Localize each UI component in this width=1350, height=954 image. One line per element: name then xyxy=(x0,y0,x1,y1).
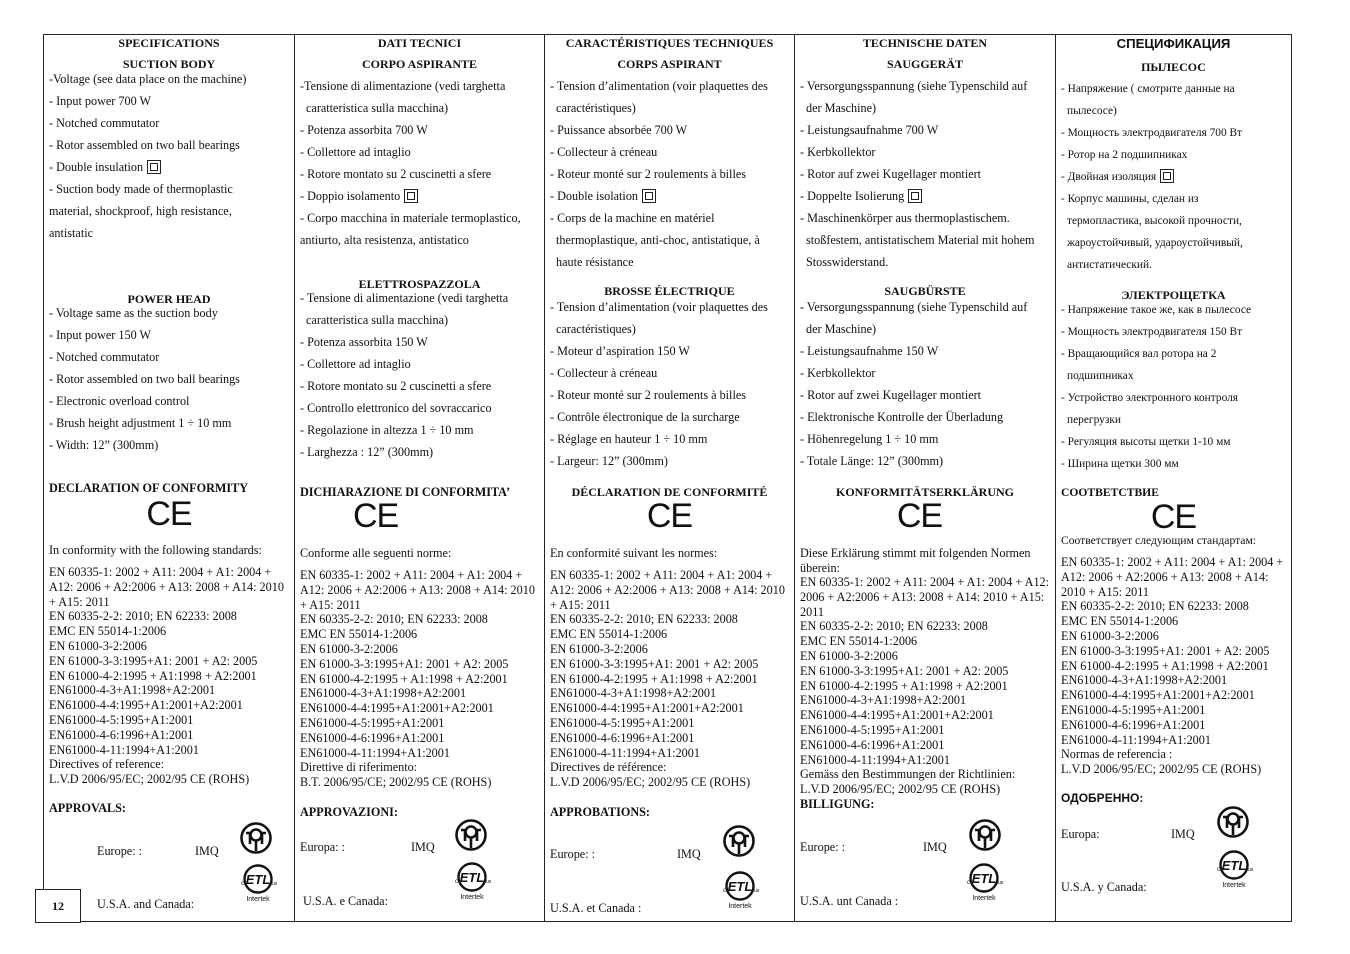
spec-line: -Tensione di alimentazione (vedi targhetta xyxy=(300,79,506,93)
ce-mark-icon: CE xyxy=(353,497,399,535)
spec-line: антистатический. xyxy=(1067,259,1152,271)
standard-line: Normas de referencia : xyxy=(1061,747,1173,762)
imq-label: IMQ xyxy=(1171,827,1195,841)
suction-body-title: ПЫЛЕСОС xyxy=(1141,60,1206,74)
standard-line: L.V.D 2006/95/EC; 2002/95 CE (ROHS) xyxy=(49,772,250,787)
standard-line: EN 61000-3-3:1995+A1: 2001 + A2: 2005 xyxy=(49,653,258,668)
spec-line: пылесосе) xyxy=(1067,105,1117,117)
standards-list xyxy=(300,568,539,790)
spec-line: - Brush height adjustment 1 ÷ 10 mm xyxy=(49,416,232,430)
spec-line: - Ротор на 2 подшипниках xyxy=(1061,149,1188,161)
standard-line: EN 60335-2-2: 2010; EN 62233: 2008 xyxy=(550,612,738,627)
usa-canada-label: U.S.A. e Canada: xyxy=(303,894,388,908)
declaration-title: KONFORMITÄTSERKLÄRUNG xyxy=(835,485,1014,499)
standard-line: EN61000-4-5:1995+A1:2001 xyxy=(49,712,194,727)
spec-line: caratteristica sulla macchina) xyxy=(306,101,449,115)
standard-line: Directives of reference: xyxy=(49,757,165,772)
standard-line: EMC EN 55014-1:2006 xyxy=(1061,614,1179,629)
double-insulation-icon xyxy=(147,160,161,174)
spec-line: - Kerbkollektor xyxy=(800,366,876,380)
svg-text:us: us xyxy=(998,880,1004,886)
europe-label: Europa: : xyxy=(300,840,346,854)
spec-line: caractéristiques) xyxy=(556,322,636,336)
standard-line: EN61000-4-6:1996+A1:2001 xyxy=(300,730,445,745)
europe-label: Europe: : xyxy=(550,847,596,861)
suction-body-title: CORPS ASPIRANT xyxy=(617,57,722,71)
svg-text:us: us xyxy=(1248,867,1254,873)
svg-text:ETL: ETL xyxy=(1221,858,1247,873)
suction-body-title: SUCTION BODY xyxy=(122,57,216,71)
spec-line: - Collettore ad intaglio xyxy=(300,145,411,159)
spec-line: - Collettore ad intaglio xyxy=(300,357,411,371)
power-head-title: BROSSE ÉLECTRIQUE xyxy=(604,284,735,298)
spec-line: - Suction body made of thermoplastic xyxy=(49,182,233,196)
declaration-title: DICHIARAZIONE DI CONFORMITA’ xyxy=(300,485,511,499)
spec-line: - Rotore montato su 2 cuscinetti a sfere xyxy=(300,167,492,181)
spec-line: - Regolazione in altezza 1 ÷ 10 mm xyxy=(300,423,474,437)
spec-line: - Leistungsaufnahme 150 W xyxy=(800,344,939,358)
approvals-title: BILLIGUNG: xyxy=(800,797,875,811)
spec-line: - Input power 150 W xyxy=(49,328,151,342)
standard-line: EN 60335-1: 2002 + A11: 2004 + A1: 2004 + A12: 2006 + A2:2006 + A13: 2008 + A14: 2010 + A15: 2011 xyxy=(300,568,535,612)
standard-line: EN 60335-2-2: 2010; EN 62233: 2008 xyxy=(1061,599,1249,614)
standard-line: EMC EN 55014-1:2006 xyxy=(49,624,167,639)
standard-line: B.T. 2006/95/CE; 2002/95 CE (ROHS) xyxy=(300,775,492,790)
column-italian xyxy=(294,35,544,921)
spec-line: - Tension d’alimentation (voir plaquettes des xyxy=(550,300,768,314)
spec-line: - Maschinenkörper aus thermoplastischem. xyxy=(800,211,1010,225)
standard-line: EMC EN 55014-1:2006 xyxy=(550,627,668,642)
spec-line: - Larghezza : 12” (300mm) xyxy=(300,445,434,459)
spec-line: der Maschine) xyxy=(806,101,877,115)
power-head-title: ЭЛЕКТРОЩЕТКА xyxy=(1121,288,1226,302)
spec-line: - Controllo elettronico del sovraccarico xyxy=(300,401,492,415)
standard-line: EN61000-4-5:1995+A1:2001 xyxy=(300,715,445,730)
suction-body-list xyxy=(300,75,539,251)
spec-line: thermoplastique, anti-choc, antistatique, à xyxy=(556,233,760,247)
standard-line: EN 61000-4-2:1995 + A1:1998 + A2:2001 xyxy=(49,668,257,683)
spec-line: - Puissance absorbée 700 W xyxy=(550,123,688,137)
double-insulation-icon xyxy=(1160,169,1174,183)
etl-logo-icon xyxy=(451,861,493,901)
standard-line: EN61000-4-11:1994+A1:2001 xyxy=(49,742,199,757)
standards-list xyxy=(1061,555,1286,777)
standard-line: Directives de référence: xyxy=(550,760,667,775)
standard-line: EN 61000-3-2:2006 xyxy=(49,638,147,653)
spec-line: - Versorgungsspannung (siehe Typenschild auf xyxy=(800,79,1028,93)
ce-mark-icon: CE xyxy=(896,497,943,535)
spec-line: - Electronic overload control xyxy=(49,394,190,408)
standard-line: EN61000-4-11:1994+A1:2001 xyxy=(300,745,450,760)
svg-text:us: us xyxy=(754,888,760,894)
europe-label: Europe: : xyxy=(800,840,846,854)
spec-line: - Двойная изоляция xyxy=(1061,166,1286,188)
column-english xyxy=(44,35,294,921)
svg-text:Intertek: Intertek xyxy=(728,903,752,910)
power-head-list xyxy=(550,296,789,472)
spec-line: haute résistance xyxy=(556,255,634,269)
imq-label: IMQ xyxy=(195,844,219,858)
spec-line: antistatic xyxy=(49,226,93,240)
suction-body-title: SAUGGERÄT xyxy=(886,57,963,71)
spec-line: - Tension d’alimentation (voir plaquettes des xyxy=(550,79,768,93)
etl-logo-icon xyxy=(719,870,761,910)
spec-line: Stosswiderstand. xyxy=(806,255,889,269)
standards-list xyxy=(800,575,1050,797)
spec-line: - Roteur monté sur 2 roulements à billes xyxy=(550,388,746,402)
spec-line: - Мощность электродвигателя 700 Вт xyxy=(1061,127,1243,139)
europe-label: Europe: : xyxy=(97,844,143,858)
conformity-text: In conformity with the following standards: xyxy=(49,543,262,557)
spec-line: - Moteur d’aspiration 150 W xyxy=(550,344,690,358)
spec-line: подшипниках xyxy=(1067,370,1134,382)
column-german xyxy=(794,35,1055,921)
power-head-list xyxy=(1061,299,1286,475)
imq-label: IMQ xyxy=(677,847,701,861)
standard-line: EN 60335-1: 2002 + A11: 2004 + A1: 2004 + A12: 2006 + A2:2006 + A13: 2008 + A14: 2010 + A15: 2011 xyxy=(1061,555,1284,599)
spec-line: - Voltage same as the suction body xyxy=(49,306,218,320)
spec-line: - Регуляция высоты щетки 1-10 мм xyxy=(1061,436,1231,448)
spec-line: - Corps de la machine en matériel xyxy=(550,211,715,225)
svg-text:c: c xyxy=(967,880,970,886)
standard-line: EN 60335-1: 2002 + A11: 2004 + A1: 2004 + A12: 2006 + A2:2006 + A13: 2008 + A14: 2010 + A15: 2011 xyxy=(800,575,1050,619)
usa-canada-label: U.S.A. and Canada: xyxy=(97,897,195,911)
standard-line: EN61000-4-11:1994+A1:2001 xyxy=(1061,732,1211,747)
spec-line: - Notched commutator xyxy=(49,116,160,130)
svg-text:us: us xyxy=(272,881,278,887)
spec-line: caratteristica sulla macchina) xyxy=(306,313,449,327)
standard-line: EN 61000-3-3:1995+A1: 2001 + A2: 2005 xyxy=(800,663,1009,678)
svg-text:ETL: ETL xyxy=(245,872,271,887)
standard-line: EN 60335-1: 2002 + A11: 2004 + A1: 2004 + A12: 2006 + A2:2006 + A13: 2008 + A14: 2010 + A15: 2011 xyxy=(550,568,785,612)
power-head-title: SAUGBÜRSTE xyxy=(884,284,966,298)
standard-line: EN61000-4-4:1995+A1:2001+A2:2001 xyxy=(1061,688,1255,703)
standard-line: EN61000-4-11:1994+A1:2001 xyxy=(550,745,700,760)
spec-line: - Leistungsaufnahme 700 W xyxy=(800,123,939,137)
spec-line: - Corpo macchina in materiale termoplastico, xyxy=(300,211,521,225)
imq-logo-icon xyxy=(240,822,272,854)
standard-line: EN61000-4-11:1994+A1:2001 xyxy=(800,752,950,767)
page-number: 12 xyxy=(35,889,81,923)
spec-line: - Double isolation xyxy=(550,185,789,207)
spec-line: - Вращающийся вал ротора на 2 xyxy=(1061,348,1217,360)
standard-line: EN 61000-3-2:2006 xyxy=(1061,628,1159,643)
spec-line: - Мощность электродвигателя 150 Вт xyxy=(1061,326,1243,338)
spec-line: material, shockproof, high resistance, xyxy=(49,204,232,218)
power-head-list xyxy=(300,287,539,463)
svg-text:c: c xyxy=(723,888,726,894)
imq-label: IMQ xyxy=(411,840,435,854)
standards-list xyxy=(49,565,289,787)
suction-body-list xyxy=(800,75,1050,273)
column-heading: TECHNISCHE DATEN xyxy=(862,36,988,50)
europe-label: Europa: xyxy=(1061,827,1100,841)
double-insulation-icon xyxy=(642,189,656,203)
spec-line: - Contrôle électronique de la surcharge xyxy=(550,410,740,424)
standard-line: L.V.D 2006/95/EC; 2002/95 CE (ROHS) xyxy=(800,782,1001,797)
spec-line: - Input power 700 W xyxy=(49,94,151,108)
column-heading: SPECIFICATIONS xyxy=(118,36,220,50)
standard-line: EN61000-4-3+A1:1998+A2:2001 xyxy=(1061,673,1228,688)
usa-canada-label: U.S.A. et Canada : xyxy=(550,901,642,915)
spec-line: термопластика, высокой прочности, xyxy=(1067,215,1242,227)
spec-line: - Ширина щетки 300 мм xyxy=(1061,458,1179,470)
standard-line: EN 60335-2-2: 2010; EN 62233: 2008 xyxy=(300,612,488,627)
conformity-text: Diese Erklärung stimmt mit folgenden Normen überein: xyxy=(800,546,1031,575)
svg-text:us: us xyxy=(486,879,492,885)
standard-line: EN61000-4-5:1995+A1:2001 xyxy=(550,715,695,730)
svg-text:ETL: ETL xyxy=(971,871,997,886)
spec-line: stoßfestem, antistatischem Material mit hohem xyxy=(806,233,1035,247)
power-head-title: POWER HEAD xyxy=(127,292,211,306)
standard-line: EN61000-4-6:1996+A1:2001 xyxy=(1061,717,1206,732)
standard-line: EN 60335-2-2: 2010; EN 62233: 2008 xyxy=(800,619,988,634)
spec-line: - Rotor assembled on two ball bearings xyxy=(49,138,240,152)
spec-line: - Rotore montato su 2 cuscinetti a sfere xyxy=(300,379,492,393)
imq-logo-icon xyxy=(723,825,755,857)
approvals-title: APPROVALS: xyxy=(49,801,126,815)
imq-logo-icon xyxy=(455,819,487,851)
standard-line: EN61000-4-4:1995+A1:2001+A2:2001 xyxy=(49,698,243,713)
approvals-title: ОДОБРЕННО: xyxy=(1061,791,1144,805)
standard-line: EN 61000-4-2:1995 + A1:1998 + A2:2001 xyxy=(800,678,1008,693)
standard-line: EN 61000-3-2:2006 xyxy=(800,648,898,663)
spec-line: - Collecteur à créneau xyxy=(550,366,658,380)
declaration-title: СООТВЕТСТВИЕ xyxy=(1061,486,1159,499)
column-heading: DATI TECNICI xyxy=(377,36,462,50)
spec-line: - Höhenregelung 1 ÷ 10 mm xyxy=(800,432,939,446)
spec-line: - Корпус машины, сделан из xyxy=(1061,193,1199,205)
spec-line: - Doppelte Isolierung xyxy=(800,185,1050,207)
approvals-title: APPROVAZIONI: xyxy=(300,805,398,819)
spec-line: - Potenza assorbita 700 W xyxy=(300,123,428,137)
spec-line: - Roteur monté sur 2 roulements à billes xyxy=(550,167,746,181)
standards-list xyxy=(550,568,789,790)
conformity-text: Conforme alle seguenti norme: xyxy=(300,546,452,560)
spec-line: - Collecteur à créneau xyxy=(550,145,658,159)
svg-text:ETL: ETL xyxy=(727,879,753,894)
standard-line: EN 61000-4-2:1995 + A1:1998 + A2:2001 xyxy=(300,671,508,686)
column-french xyxy=(544,35,794,921)
standard-line: EN 61000-3-3:1995+A1: 2001 + A2: 2005 xyxy=(1061,643,1270,658)
svg-text:c: c xyxy=(241,881,244,887)
svg-text:Intertek: Intertek xyxy=(246,896,270,903)
spec-line: - Notched commutator xyxy=(49,350,160,364)
standard-line: Gemäss den Bestimmungen der Richtlinien: xyxy=(800,767,1016,782)
suction-body-list xyxy=(550,75,789,273)
standard-line: EN61000-4-4:1995+A1:2001+A2:2001 xyxy=(800,708,994,723)
imq-label: IMQ xyxy=(923,840,947,854)
ce-mark-icon: CE xyxy=(1150,498,1197,536)
spec-line: der Maschine) xyxy=(806,322,877,336)
standard-line: EN61000-4-5:1995+A1:2001 xyxy=(800,722,945,737)
svg-text:c: c xyxy=(455,879,458,885)
double-insulation-icon xyxy=(908,189,922,203)
etl-logo-icon xyxy=(1213,849,1255,889)
spec-line: - Double insulation xyxy=(49,156,289,178)
standard-line: Direttive di riferimento: xyxy=(300,760,418,775)
standard-line: EN61000-4-6:1996+A1:2001 xyxy=(49,727,194,742)
standard-line: EN 61000-4-2:1995 + A1:1998 + A2:2001 xyxy=(1061,658,1269,673)
svg-text:Intertek: Intertek xyxy=(1222,882,1246,889)
spec-sheet xyxy=(43,34,1292,922)
etl-logo-icon xyxy=(237,863,279,903)
standard-line: EN61000-4-3+A1:1998+A2:2001 xyxy=(550,686,717,701)
double-insulation-icon xyxy=(404,189,418,203)
usa-canada-label: U.S.A. unt Canada : xyxy=(800,894,899,908)
standard-line: EN61000-4-3+A1:1998+A2:2001 xyxy=(300,686,467,701)
conformity-text: Соответствует следующим стандартам: xyxy=(1061,534,1256,547)
spec-line: - Rotor auf zwei Kugellager montiert xyxy=(800,388,982,402)
spec-line: - Устройство электронного контроля xyxy=(1061,392,1239,404)
usa-canada-label: U.S.A. y Canada: xyxy=(1061,880,1147,894)
spec-line: - Largeur: 12” (300mm) xyxy=(550,454,668,468)
power-head-title: ELETTROSPAZZOLA xyxy=(358,277,481,291)
column-heading: СПЕЦИФИКАЦИЯ xyxy=(1116,36,1231,51)
standard-line: EN 61000-3-2:2006 xyxy=(550,641,648,656)
etl-logo-icon xyxy=(963,862,1005,902)
standard-line: EN61000-4-3+A1:1998+A2:2001 xyxy=(800,693,967,708)
spec-line: - Rotor auf zwei Kugellager montiert xyxy=(800,167,982,181)
svg-text:ETL: ETL xyxy=(459,870,485,885)
imq-logo-icon xyxy=(969,819,1001,851)
column-russian xyxy=(1055,35,1291,921)
power-head-list xyxy=(800,296,1050,472)
spec-line: - Versorgungsspannung (siehe Typenschild auf xyxy=(800,300,1028,314)
standard-line: L.V.D 2006/95/EC; 2002/95 CE (ROHS) xyxy=(1061,762,1262,777)
spec-line: - Elektronische Kontrolle der Überladung xyxy=(800,410,1004,424)
spec-line: - Kerbkollektor xyxy=(800,145,876,159)
standard-line: EN 61000-3-3:1995+A1: 2001 + A2: 2005 xyxy=(300,656,509,671)
standard-line: EN 61000-3-2:2006 xyxy=(300,641,398,656)
spec-line: - Doppio isolamento xyxy=(300,185,539,207)
standard-line: EN61000-4-6:1996+A1:2001 xyxy=(550,730,695,745)
standard-line: EN 61000-3-3:1995+A1: 2001 + A2: 2005 xyxy=(550,656,759,671)
standard-line: EN 60335-1: 2002 + A11: 2004 + A1: 2004 + A12: 2006 + A2:2006 + A13: 2008 + A14: 2010 + A15: 2011 xyxy=(49,565,284,609)
svg-text:Intertek: Intertek xyxy=(460,894,484,901)
approvals-title: APPROBATIONS: xyxy=(550,805,650,819)
standard-line: EN 60335-2-2: 2010; EN 62233: 2008 xyxy=(49,609,237,624)
imq-logo-icon xyxy=(1217,806,1249,838)
svg-text:c: c xyxy=(1217,867,1220,873)
standard-line: EN61000-4-5:1995+A1:2001 xyxy=(1061,702,1206,717)
standard-line: EN61000-4-3+A1:1998+A2:2001 xyxy=(49,683,216,698)
spec-line: - Width: 12” (300mm) xyxy=(49,438,159,452)
spec-line: - Rotor assembled on two ball bearings xyxy=(49,372,240,386)
declaration-title: DECLARATION OF CONFORMITY xyxy=(49,481,249,495)
standard-line: EN61000-4-4:1995+A1:2001+A2:2001 xyxy=(300,701,494,716)
suction-body-title: CORPO ASPIRANTE xyxy=(361,57,477,71)
spec-line: - Tensione di alimentazione (vedi targhetta xyxy=(300,291,509,305)
spec-line: caractéristiques) xyxy=(556,101,636,115)
svg-text:Intertek: Intertek xyxy=(972,895,996,902)
conformity-text: En conformité suivant les normes: xyxy=(550,546,718,560)
spec-line: перегрузки xyxy=(1067,414,1121,426)
spec-line: antiurto, alta resistenza, antistatico xyxy=(300,233,469,247)
spec-line: жароустойчивый, удароустойчивый, xyxy=(1067,237,1243,249)
ce-mark-icon: CE xyxy=(646,497,693,535)
spec-line: - Напряжение ( смотрите данные на xyxy=(1061,83,1235,95)
standard-line: EN61000-4-6:1996+A1:2001 xyxy=(800,737,945,752)
suction-body-list xyxy=(49,68,289,244)
power-head-list xyxy=(49,302,289,456)
standard-line: EMC EN 55014-1:2006 xyxy=(800,634,918,649)
spec-line: -Voltage (see data place on the machine) xyxy=(49,72,247,86)
spec-line: - Réglage en hauteur 1 ÷ 10 mm xyxy=(550,432,708,446)
suction-body-list xyxy=(1061,78,1286,276)
column-heading: CARACTÉRISTIQUES TECHNIQUES xyxy=(565,36,774,50)
standard-line: L.V.D 2006/95/EC; 2002/95 CE (ROHS) xyxy=(550,775,751,790)
standard-line: EN61000-4-4:1995+A1:2001+A2:2001 xyxy=(550,701,744,716)
declaration-title: DÉCLARATION DE CONFORMITÉ xyxy=(571,485,768,499)
standard-line: EMC EN 55014-1:2006 xyxy=(300,627,418,642)
spec-line: - Potenza assorbita 150 W xyxy=(300,335,428,349)
standard-line: EN 61000-4-2:1995 + A1:1998 + A2:2001 xyxy=(550,671,758,686)
ce-mark-icon: CE xyxy=(146,495,192,533)
spec-line: - Напряжение такое же, как в пылесосе xyxy=(1061,304,1252,316)
spec-line: - Totale Länge: 12” (300mm) xyxy=(800,454,944,468)
